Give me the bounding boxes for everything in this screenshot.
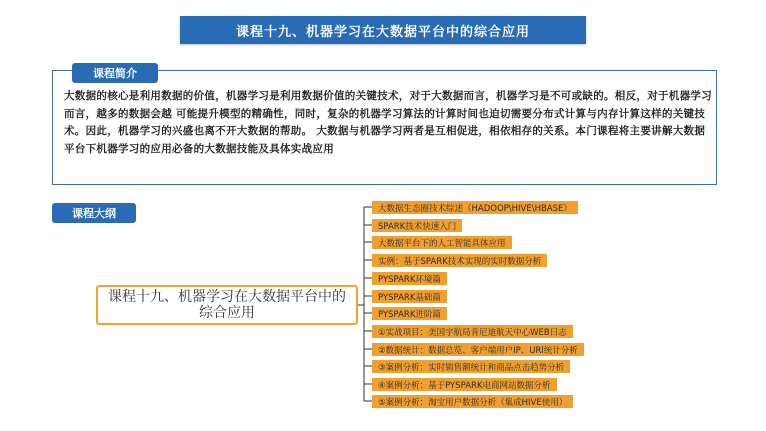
central-topic-node [96, 285, 358, 325]
outline-item: 大数据生态圈技术综述（HADOOP\HIVE\HBASE） [372, 201, 578, 214]
course-intro-tag: 课程简介 [72, 63, 158, 83]
outline-item: ②数据统计：数据总览、客户端用户IP、URl统计分析 [372, 343, 584, 356]
outline-item: SPARK技术快速入门 [372, 219, 462, 232]
outline-item: ①实战项目：美国宇航局肯尼迪航天中心WEB日志 [372, 325, 573, 338]
outline-item: PYSPARK环境篇 [372, 272, 447, 285]
outline-item: PYSPARK基础篇 [372, 290, 447, 303]
outline-item: ⑤案例分析：淘宝用户数据分析（集成HIVE使用） [372, 395, 573, 408]
outline-item: ③案例分析：实时销售额统计和商品点击趋势分析 [372, 360, 570, 373]
central-topic-label: 课程十九、机器学习在大数据平台中的综合应用 [108, 289, 346, 321]
page-title: 课程十九、机器学习在大数据平台中的综合应用 [180, 16, 586, 44]
outline-item: 大数据平台下的人工智能具体应用 [372, 236, 512, 249]
course-outline-tag: 课程大纲 [52, 203, 136, 223]
outline-item: 实例：基于SPARK技术实现的实时数据分析 [372, 254, 547, 267]
outline-item: PYSPARK进阶篇 [372, 307, 447, 320]
course-intro-text: 大数据的核心是利用数据的价值，机器学习是利用数据价值的关键技术，对于大数据而言，机器学习是不可或缺的。相反，对于机器学习而言，越多的数据会越 可能提升模型的精确性，同时，复杂的机器学习算法的计算时间也迫切需要分布式计算与内存计算这样的关键技术。因此，机器学习的兴盛也离不开大数据的帮助。 大数据与机器学习两者是互相促进，相依相存的关系。本门课程将主要讲解大数据平台下机器学习的应用必备的大数据技能及具体实战应用 [64, 90, 712, 155]
outline-item: ④案例分析：基于PYSPARK电商网站数据分析 [372, 378, 557, 391]
